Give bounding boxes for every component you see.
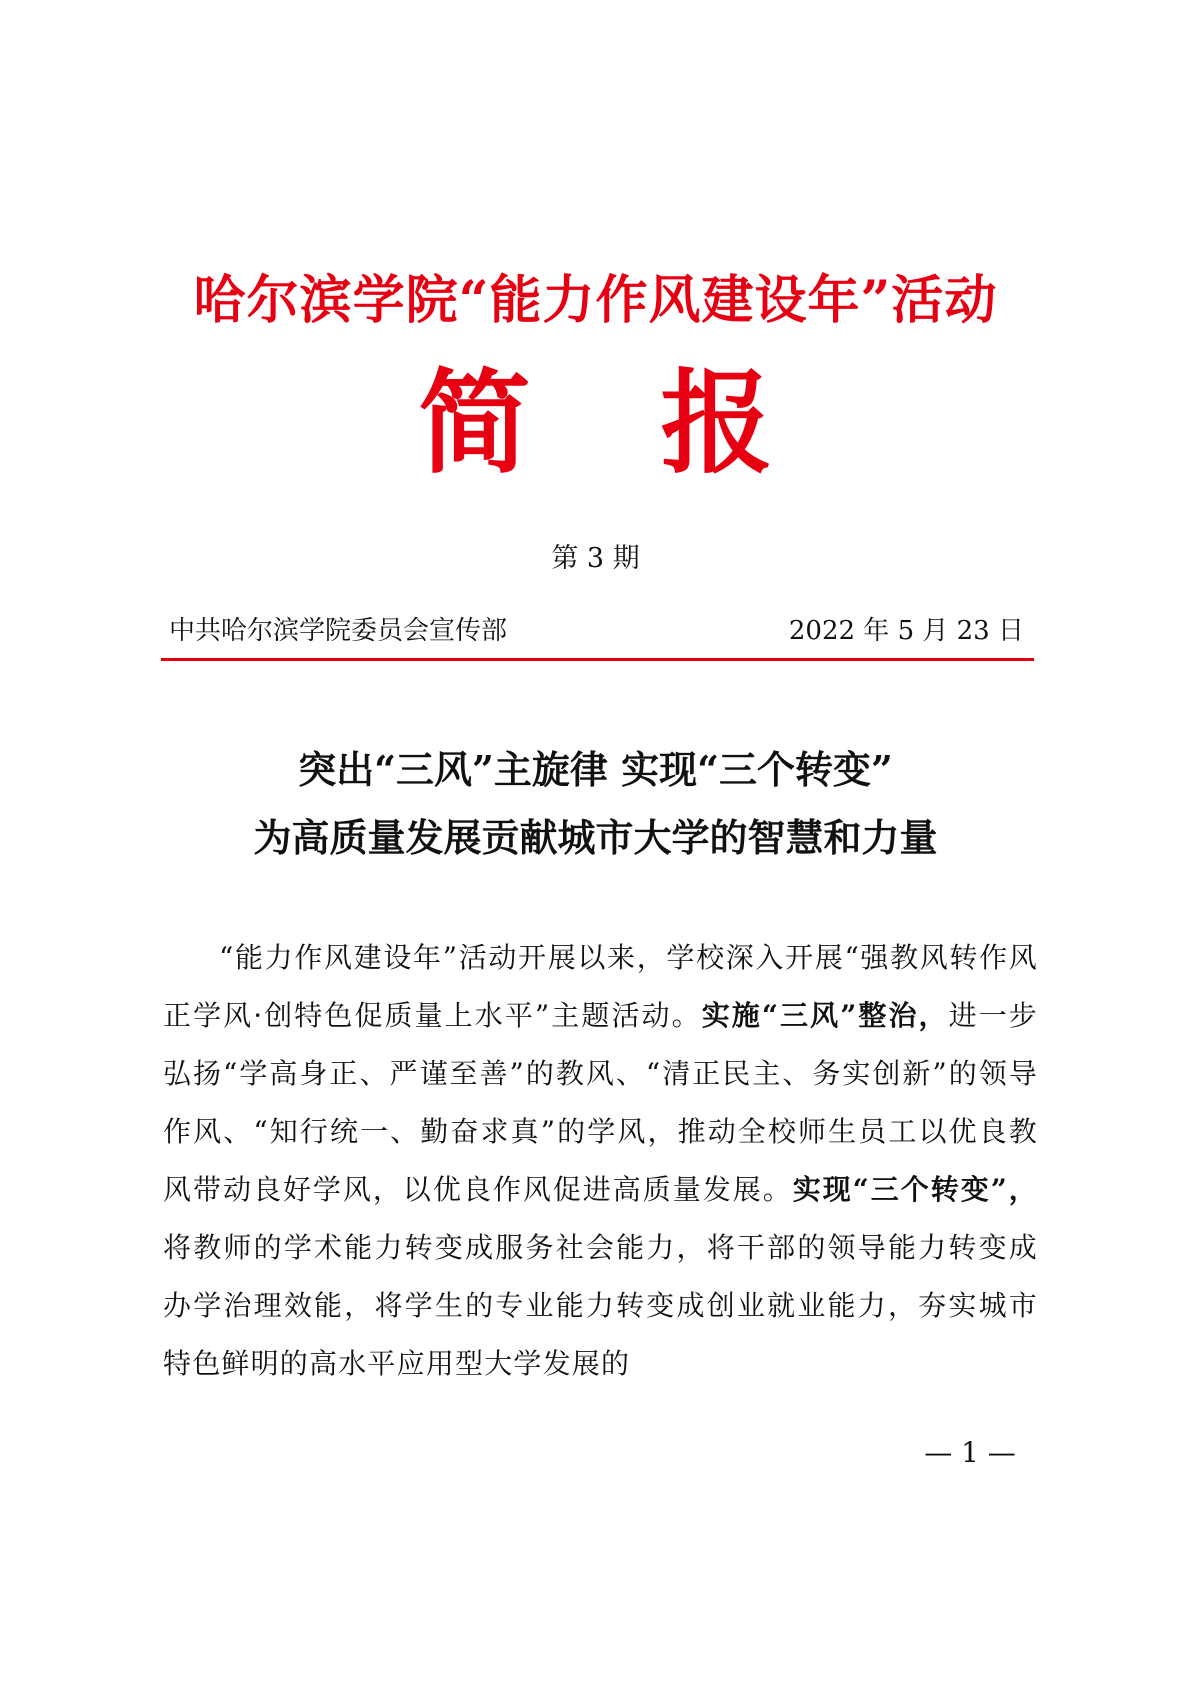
masthead-char-jian: 简 xyxy=(418,358,531,489)
page-number: — 1 — xyxy=(924,1436,1016,1469)
bulletin-series-title: 哈尔滨学院“能力作风建设年”活动 xyxy=(193,270,998,331)
article-title-line-1: 突出“三风”主旋律 实现“三个转变” xyxy=(298,747,893,792)
body-emphasis-three-styles: 实施“三风”整治， xyxy=(701,999,949,1032)
body-emphasis-three-changes: 实现“三个转变”， xyxy=(792,1173,1038,1206)
body-text-segment: 进一步弘扬“学高身正、严谨至善”的教风、“清正民主、务实创新”的领导作风、“知行统一、勤奋求真”的学风，推动全校师生员工以优良教风带动良好学风，以优良作风促进高质量发展。 xyxy=(163,999,1038,1206)
header-divider xyxy=(161,658,1034,661)
publish-date: 2022 年 5 月 23 日 xyxy=(788,616,1024,646)
article-title-line-2: 为高质量发展贡献城市大学的智慧和力量 xyxy=(253,815,938,860)
issue-number: 第 3 期 xyxy=(551,543,640,574)
article-body-paragraph xyxy=(163,929,1038,1393)
masthead-char-bao: 报 xyxy=(660,358,773,489)
article-title xyxy=(0,736,1191,872)
body-text-segment: “能力作风建设年”活动开展以来，学校深入开展“强教风转作风正学风·创特色促质量上水平”主题活动。 xyxy=(163,941,1038,1032)
body-text-segment: 将教师的学术能力转变成服务社会能力，将干部的领导能力转变成办学治理效能，将学生的专业能力转变成创业就业能力，夯实城市特色鲜明的高水平应用型大学发展的 xyxy=(163,1231,1038,1380)
publisher: 中共哈尔滨学院委员会宣传部 xyxy=(169,616,508,646)
masthead-title xyxy=(0,358,1191,489)
